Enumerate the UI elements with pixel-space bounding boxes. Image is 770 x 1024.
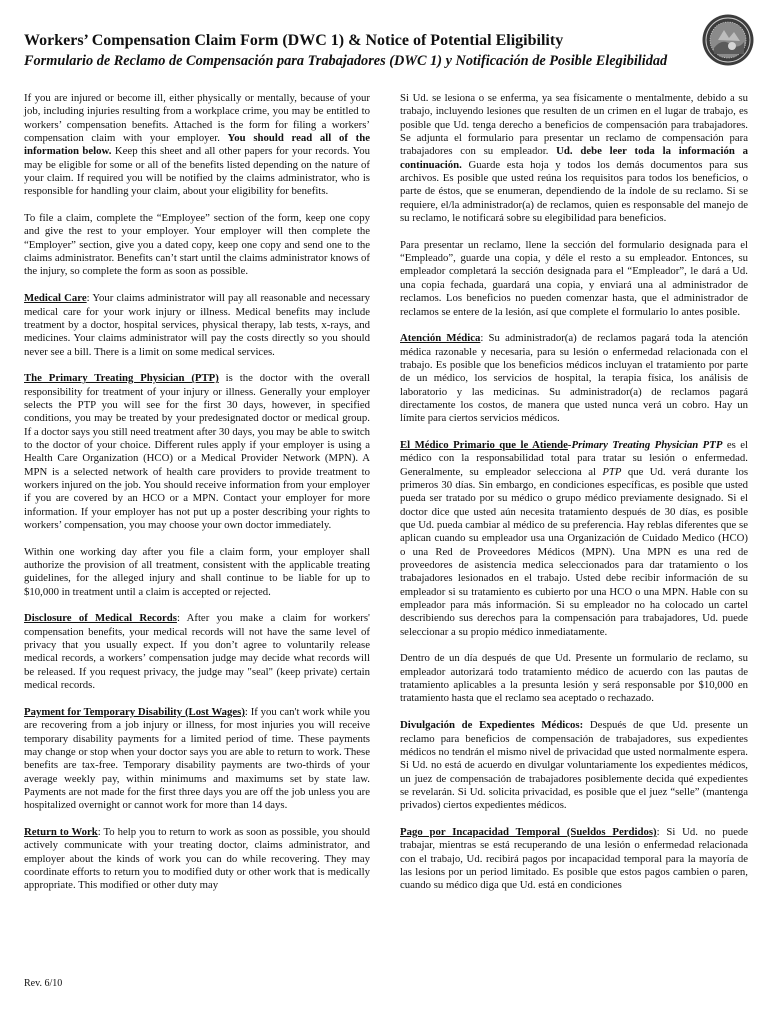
revision-label: Rev. 6/10	[24, 978, 63, 989]
medical-care-paragraph-es	[400, 332, 748, 425]
temp-disability-heading-es: Pago por Incapacidad Temporal (Sueldos Perdidos)	[400, 825, 657, 838]
one-day-paragraph: Within one working day after you file a claim form, your employer shall authorize the provision of all treatment, consistent with the applicable treating guidelines, for the alleged injury and shall continue to be liable for up to $10,000 in treatment until a claim is accepted or rejected.	[24, 545, 370, 598]
ptp-text: is the doctor with the overall responsibility for treatment of your injury or illness. Generally your employer selects the PTP you will see for the first 30 days, however, in specified conditions, you may be treated by your predesignated doctor or medical group. If a doctor says you still need treatment after 30 days, you may be able to switch to the doctor of your choice. Different rules apply if your employer is using a Health Care Organization (HCO) or a Medical Provider Network (MPN). A MPN is a selected network of health care providers to provide treatment to workers injured on the job. You should receive information from your employer if you are covered by an HCO or a MPN. Contact your employer for more information. If your employer has not put up a poster describing your rights to workers’ compensation, you may choose your own doctor immediately.	[24, 372, 370, 531]
disclosure-heading-es: Divulgación de Expedientes Médicos:	[400, 719, 584, 732]
medical-care-heading: Medical Care	[24, 292, 87, 305]
temp-disability-paragraph-es	[400, 826, 748, 893]
disclosure-text: : After you make a claim for workers' compensation benefits, your medical records will not have the same level of privacy that you usually expect. If you don’t agree to voluntarily release medical records, a workers’ compensation judge may decide what records will be released. If you request privacy, the judge may "seal" (keep private) certain medical records.	[24, 612, 370, 692]
return-work-paragraph	[24, 826, 370, 893]
intro-text-2-es: Guarde esta hoja y todos los demás documentos para sus archivos. Es posible que usted reúna los requisitos para todos los beneficios, o parte de éstos, que se enumeran, dependiendo de la índole de su reclamo. Si se requiere, el/la administrador(a) de reclamos, quien es responsable del manejo de su reclamo, le notificará sobre su elegibilidad para beneficios.	[400, 158, 748, 225]
intro-text-1: If you are injured or become ill, either physically or mentally, because of your job, including injuries resulting from a workplace crime, you may be entitled to workers’ compensation benefits. Attached is the form for filing a workers’ compensation claim with your employer.	[24, 92, 370, 145]
intro-bold-notice-es: Ud. debe leer toda la información a continuación.	[400, 145, 748, 171]
intro-text-2: Keep this sheet and all other papers for your records. You may be eligible for some or all of the benefits listed depending on the nature of your claim. If required you will be notified by the claims administrator, who is responsible for handling your claim, about your eligibility for benefits.	[24, 145, 371, 198]
return-work-heading: Return to Work	[24, 825, 98, 838]
intro-text-1-es: Si Ud. se lesiona o se enferma, ya sea físicamente o mentalmente, debido a su trabajo, incluyendo lesiones que resulten de un crimen en el lugar de trabajo, es posible que Ud. tenga derecho a beneficios de compensación para trabajadores. Se adjunta el formulario para presentar un reclamo de compensación para trabajadores con su empleador.	[400, 92, 748, 158]
intro-bold-notice: You should read all of the information below.	[24, 132, 370, 158]
temp-disability-paragraph	[24, 706, 370, 813]
ptp-italic-es: PTP	[602, 465, 622, 478]
intro-paragraph	[24, 92, 370, 199]
medical-care-text-es: : Su administrador(a) de reclamos pagará toda la atención médica razonable y necesaria, para su lesión o enfermedad relacionada con el trabajo. Es posible que los beneficios médicos incluyan el tratamiento por parte de un médico, los servicios de hospital, la terapia física, los análisis de laboratorio y las medicinas. Su administrador(a) de reclamos pagará directamente los costos, de manera que usted nunca verá un cobro. Hay un límite para ciertos servicios médicos.	[400, 332, 749, 425]
ptp-paragraph	[24, 372, 370, 532]
disclosure-paragraph	[24, 612, 370, 692]
ptp-heading-es: El Médico Primario que le Atiende	[400, 438, 568, 451]
medical-care-paragraph	[24, 292, 370, 359]
ptp-text-1-es: es el médico con la responsabilidad total para tratar su lesión o enfermedad. Generalmente, su empleador selecciona al	[400, 438, 748, 478]
medical-care-heading-es: Atención Médica	[400, 332, 481, 345]
return-work-text: : To help you to return to work as soon as possible, you should actively communicate with your treating doctor, claims administrator, and employer about the kinds of work you can do while recovering. They may coordinate efforts to return you to modified duty or other work that is medically appropriate. This modified or other duty may	[24, 825, 370, 892]
intro-paragraph-es	[400, 92, 748, 225]
form-title: Workers’ Compensation Claim Form (DWC 1) & Notice of Potential Eligibility	[24, 32, 564, 49]
disclosure-paragraph-es	[400, 719, 748, 812]
temp-disability-heading: Payment for Temporary Disability (Lost Wages)	[24, 705, 245, 718]
ptp-paragraph-es	[400, 439, 748, 639]
temp-disability-text: : If you can't work while you are recovering from a job injury or illness, for most injuries you will receive temporary disability payments for a limited period of time. These payments may change or stop when your doctor says you are able to return to work. These benefits are tax-free. Temporary disability payments are two-thirds of your average weekly pay, within minimums and maximums set by state law. Payments are not made for the first three days you are off the job unless you are hospitalized overnight or cannot work for more than 14 days.	[24, 705, 370, 812]
file-claim-paragraph: To file a claim, complete the “Employee” section of the form, keep one copy and give the rest to your employer. Your employer will then complete the “Employer” section, give you a dated copy, keep one copy and send one to the claims administrator. Benefits can’t start until the claims administrator knows of the injury, so complete the form as soon as possible.	[24, 212, 370, 278]
file-claim-paragraph-es: Para presentar un reclamo, llene la sección del formulario designada para el “Empleado”, guarde una copia, y déle el resto a su empleador. Entonces, su empleador completará la sección designada para el “Empleador”, le dará a Ud. una copia fechada, guardará una copia, y enviará una al administrador de reclamos. Los beneficios no pueden comenzar hasta, que el administrador de reclamos se entere de la lesión, así que complete el formulario lo antes posible.	[400, 238, 748, 318]
temp-disability-text-es: : Si Ud. no puede trabajar, mientras se está recuperando de una lesión o enfermedad relacionada con el trabajo, Ud. recibirá pagos por incapacidad temporal para la mayoría de las lesions por un period limitado. Es posible que estos pagos cambien o paren, cuando su médico diga que Ud. está en condiciones	[400, 825, 748, 892]
one-day-paragraph-es: Dentro de un día después de que Ud. Presente un formulario de reclamo, su empleador autorizará todo tratamiento médico de acuerdo con las pautas de tratamiento aplicables a la presunta lesión y será responsable por $10,000 en tratamiento hasta que el reclamo sea aceptado o rechazado.	[400, 652, 748, 705]
english-column	[24, 92, 370, 906]
ptp-text-2-es: que Ud. verá durante los primeros 30 días. Sin embargo, en condiciones específicas, es posible que usted pueda ser tratado por su médico o grupo médico previamente designado. Si el doctor dice que usted aún necesita tratamiento después de 30 días, es posible que Ud. pueda cambiar al médico de su preferencia. Hay reblas diferentes que se aplican cuando su empleador usa una Organización de Cuidado Medico (HCO) o una Red de Proveedores Médicos (MPN). Una MPN es una red de proveedores de asistencia medica seleccionados para dar tratamiento o los trabajadores lesionados en el trabajo. Usted debe recibir información de su empleador si su tratamiento es cubierto por una HCO o una MPN. Hable con su empleador para más información. Si su empleador no ha colocado un cartel describiendo sus derechos para la compensación para trabajadores, Ud. puede seleccionar a su propio médico inmediatamente.	[400, 465, 749, 638]
ptp-heading: The Primary Treating Physician (PTP)	[24, 372, 219, 385]
disclosure-heading: Disclosure of Medical Records	[24, 612, 177, 625]
medical-care-text: : Your claims administrator will pay all reasonable and necessary medical care for your work injury or illness. Medical benefits may include treatment by a doctor, hospital services, physical therapy, lab tests, x-rays, and medicines. Your claims administrator will pay the costs directly so you should never see a bill. There is a limit on some medical services.	[24, 292, 370, 358]
form-subtitle-spanish: Formulario de Reclamo de Compensación para Trabajadores (DWC 1) y Notificación de Posible Elegibilidad	[24, 53, 668, 69]
spanish-column	[400, 92, 748, 906]
ptp-heading-italic-es: -Primary Treating Physician PTP	[567, 438, 723, 451]
disclosure-text-es: Después de que Ud. presente un reclamo para beneficios de compensación de trabajadores, sus expedientes médicos no tendrán el mismo nivel de privacidad que usted normalmente espera. Si Ud. no está de acuerdo en divulgar voluntariamente los expedientes médicos, un juez de compensación de trabajadores posiblemente decida qué expedientes se revelarán. Si Ud. solicita privacidad, es posible que el juez “selle” (mantenga privados) ciertos expedientes médicos.	[400, 719, 748, 812]
